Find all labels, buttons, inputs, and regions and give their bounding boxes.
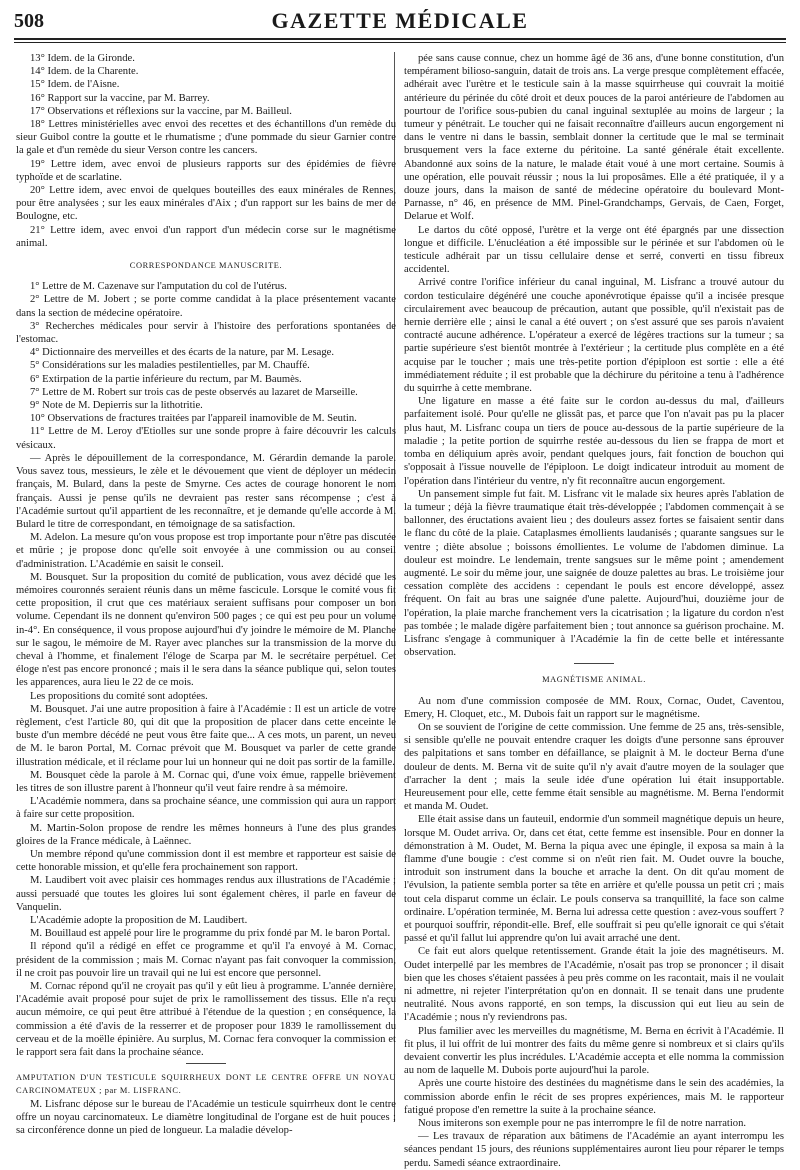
paragraph: Les propositions du comité sont adoptées. — [30, 690, 208, 702]
list-item: 17° Observations et réflexions sur la vaccine, par M. Bailleul. — [30, 105, 292, 117]
paragraph: M. Bouillaud est appelé pour lire le programme du prix fondé par M. le baron Portal. — [30, 928, 391, 940]
list-item: 5° Considérations sur les maladies pestilentielles, par M. Chauffé. — [30, 360, 310, 372]
section-title-correspondance: CORRESPONDANCE MANUSCRITE. — [129, 261, 283, 271]
paragraph: L'Académie nommera, dans sa prochaine séance, une commission qui aura un rapport à faire sur cette proposition. — [16, 796, 396, 821]
paragraph: Une ligature en masse a été faite sur le cordon au-dessus du mal, d'ailleurs parfaitement isolé. Pour qu'elle ne glissât pas, et parce que l'on n'avait pas pu la placer plus haut, M. Lisfranc coupa un tiers de pouce au-dessous de la partie supérieure de la maladie ; la petite portion de squirrhe restée au-dessous du lien se frappa de mort et tomba en déliquium après avoir, pendant quelques jours, fait fonction de bouchon qui s'opposait à l'issue nouvelle de l'épiploon. Le doigt indicateur introduit au moment de l'opération dans l'intérieur du ventre, n'y fit reconnaître aucun engorgement. — [404, 396, 784, 487]
list-item: 13° Idem. de la Gironde. — [30, 53, 135, 64]
list-item: 7° Lettre de M. Robert sur trois cas de peste observés au lazaret de Marseille. — [30, 386, 358, 398]
page-number: 508 — [14, 10, 44, 32]
list-item: 4° Dictionnaire des merveilles et des écarts de la nature, par M. Lesage. — [30, 347, 334, 359]
list-item: 20° Lettre idem, avec envoi de quelques bouteilles des eaux minérales de Rennes, pour être analysées ; sur les eaux minérales d'Aix ; d'un rapport sur les bains de mer de Boulogne, etc. — [16, 185, 396, 223]
list-item: 11° Lettre de M. Leroy d'Etiolles sur une sonde propre à faire découvrir les calculs vésicaux. — [16, 426, 396, 451]
paragraph: Elle était assise dans un fauteuil, endormie d'un sommeil magnétique depuis un heure, lorsque M. Oudet arriva. Or, dans cet état, cette femme est insensible. Pour en donner la démonstration à M. Oudet, M. Berna la piqua avec une épingle, il exposa sa main à la flamme d'une bougie : c'est comme si on n'eût rien fait. M. Oudet ouvre la bouche, introduit son instrument dans la bouche et arrache la dent. On dit qu'au moment de l'évulsion, la patiente sembla porter sa tête en arrière et qu'elle poussa un petit cri ; mais tout cela disparut comme un éclair. Le pouls conserva sa tranquillité, la face son calme ordinaire. L'opération terminée, M. Berna lui adressa cette question : avez-vous souffert ? et pourquoi souffrir, répondit-elle. Bref, elle souffrait si peu qu'elle ignorait ce qui s'était passé et qu'il fallut lui apprendre qu'on lui avait arraché une dent. — [404, 814, 784, 945]
session-minutes — [16, 452, 396, 1059]
header-rule-thin — [14, 42, 786, 43]
paragraph: Un pansement simple fut fait. M. Lisfranc vit le malade six heures après l'ablation de la tumeur ; déjà la fièvre traumatique était très-développée ; l'abdomen commençait à se ballonner, des éructations avaient lieu ; des douleurs assez fortes se faisaient sentir dans le flanc du côté de la plaie. Cataplasmes émollients laudanisés ; quarante sangsues sur le ventre ; diète absolue ; boissons émollientes. Le volume de l'abdomen diminue. La douleur est moindre. Le lendemain, trente sangsues sur le même point ; amendement augmenté. Le soir du même jour, une saignée de douze palettes au bras. Le troisième jour cessation complète des accidens : cependant le pouls est encore développé, assez fréquent. On fait au bras une saignée d'une palette. Aujourd'hui, douzième jour de l'opération, la plaie marche franchement vers la cicatrisation ; la ligature du cordon n'est pas tombée ; le malade digère parfaitement bien ; tout annonce sa guérison prochaine. M. Lisfranc s'engage à communiquer à l'Académie la fin de cette belle et intéressante observation. — [404, 488, 784, 659]
section-title-magnetisme: MAGNÉTISME ANIMAL. — [542, 675, 646, 685]
section-title-amputation: AMPUTATION D'UN TESTICULE SQUIRRHEUX DONT LE CENTRE OFFRE UN NOYAU CARCINOMATEUX ; par M. LISFRANC. — [16, 1073, 396, 1096]
correspondance-list — [16, 280, 396, 452]
list-item: 16° Rapport sur la vaccine, par M. Barrey. — [30, 92, 210, 104]
paragraph: Arrivé contre l'orifice inférieur du canal inguinal, M. Lisfranc a trouvé autour du cordon testiculaire dégénéré une couche aponévrotique épaisse qu'il a incisée presque circulairement avec beaucoup de précaution, autant que possible, qu'il n'existait pas de hernie derrière elle ; ainsi le canal a été ouvert ; on s'est assuré que ses parois n'avaient contracté aucune adhérence. L'opérateur a exercé de légères tractions sur la tumeur ; sa partie supérieure s'est bientôt montrée à l'extérieur ; la certitude plus complète en a été acquise par le toucher ; mais une très-petite portion d'épiploon est sortie : elle a été immédiatement réduite ; il est probable que la déchirure du péritoine a tenu à l'adhérence du squirrhe à cette membrane. — [404, 277, 784, 395]
list-item: 21° Lettre idem, avec envoi d'un rapport d'un médecin corse sur le magnétisme animal. — [16, 224, 396, 249]
list-item: 3° Recherches médicales pour servir à l'histoire des perforations spontanées de l'estomac. — [16, 320, 396, 346]
paragraph: Nous imiterons son exemple pour ne pas interrompre le fil de notre narration. — [418, 1118, 747, 1130]
section-divider — [186, 1063, 226, 1064]
list-item: 2° Lettre de M. Jobert ; se porte comme candidat à la place présentement vacante dans la section de médecine opératoire. — [16, 294, 396, 319]
paragraph: M. Laudibert voit avec plaisir ces hommages rendus aux illustrations de l'Académie ; aussi persuadé que toutes les gloires lui sont également chères, il parle en faveur de Vanquelin. — [16, 875, 396, 913]
list-item: 1° Lettre de M. Cazenave sur l'amputation du col de l'utérus. — [30, 281, 287, 293]
paragraph: M. Adelon. La mesure qu'on vous propose est trop importante pour n'être pas discutée et mûrie ; je propose donc qu'elle soit envoyée à une commission ou au conseil d'administration. L'Académie en saisit le conseil. — [16, 532, 396, 570]
paragraph: Un membre répond qu'une commission dont il est membre et rapporteur est saisie de cette honorable mission, et qu'elle fera prochainement son rapport. — [16, 848, 396, 874]
list-item: 19° Lettre idem, avec envoi de plusieurs rapports sur des épidémies de fièvre typhoïde et de scarlatine. — [16, 158, 396, 183]
paragraph: — Les travaux de réparation aux bâtimens de l'Académie an ayant interrompu les séances pendant 15 jours, des réunions supplémentaires auront lieu pour réparer le temps perdu. Samedi séance extraordinaire. — [404, 1131, 784, 1169]
publication-title: GAZETTE MÉDICALE — [271, 8, 529, 33]
list-item: 9° Note de M. Depierris sur la lithotritie. — [30, 400, 203, 412]
list-item: 10° Observations de fractures traitées par l'appareil inamovible de M. Seutin. — [30, 413, 357, 425]
paragraph: M. Martin-Solon propose de rendre les mêmes honneurs à l'une des plus grandes gloires de la France médicale, à Laënnec. — [16, 822, 396, 847]
list-item: 14° Idem. de la Charente. — [30, 66, 139, 78]
right-column — [404, 52, 784, 1169]
paragraph: On se souvient de l'origine de cette commission. Une femme de 25 ans, très-sensible, si sensible qu'elle ne pouvait entendre craquer les doigts d'une personne sans éprouver des palpitations et sans tomber en défaillance, se plaignit à M. le docteur Berna d'une douleur de dents. M. Berna vit de suite qu'il n'y avait d'autre moyen de la soulager que d'arracher la dent ; mais la seule idée d'une opération lui était insupportable. Heureusement pour elle, cette femme était sensible au magnétisme. M. Berna l'endormit et manda M. Oudet. — [404, 721, 784, 813]
paragraph: — Après le dépouillement de la correspondance, M. Gérardin demande la parole. Vous savez tous, messieurs, le zèle et le dévouement que vient de déployer un médecin français, M. Bulard, dans la peste de Smyrne. Ces actes de courage honorent le nom français. Aussi je pense qu'ils ne devraient pas rester sans récompense ; c'est à l'Académie surtout qu'il appartient de les reconnaître, et je demande qu'elle accorde à M. Bulard le titre de correspondant, en témoignage de sa satisfaction. — [16, 452, 396, 530]
paragraph: L'Académie adopte la proposition de M. Laudibert. — [30, 915, 248, 926]
received-documents-list — [16, 52, 396, 250]
list-item: 6° Extirpation de la partie inférieure du rectum, par M. Baumès. — [30, 373, 302, 385]
paragraph: M. Bousquet. J'ai une autre proposition à faire à l'Académie : Il est un article de votre règlement, c'est l'article 80, qui dit que la proposition de placer dans cette enceinte le buste d'un membre décédé ne peut vous être faite que... A ces mots, un parent, un neveu de M. le baron Portal, M. Cornac prévoit que M. Bousquet va parler de cette grande illustration médicale, et il réclame pour lui un honneur qui ne doit pas sortir de la famille. — [16, 703, 396, 768]
magnetisme-report — [404, 695, 784, 1170]
paragraph: Il répond qu'il a rédigé en effet ce programme et qu'il l'a envoyé à M. Cornac, président de la commission ; mais M. Cornac n'ayant pas fait convoquer la commission, il ne croit pas pouvoir lire un travail qui ne lui est encore que personnel. — [16, 941, 396, 979]
list-item: 18° Lettres ministérielles avec envoi des recettes et des échantillons d'un remède du sieur Guibol contre la goutte et le rhumatisme ; d'une pommade du sieur Garnier contre la gale et d'un remède du sieur Verson contre les cancers. — [16, 119, 396, 157]
left-column — [16, 52, 396, 1137]
header-rule — [14, 38, 786, 40]
amputation-paragraph: M. Lisfranc dépose sur le bureau de l'Académie un testicule squirrheux dont le centre offre un noyau carcinomateux. Le diamètre longitudinal de l'organe est de huit pouces ; sa circonférence donne un pied de longueur. La maladie dévelop- — [16, 1098, 396, 1137]
page-header — [14, 4, 786, 38]
paragraph: Après une courte histoire des destinées du magnétisme dans le sein des académies, la commission aborde enfin le récit de ses propres expériences, mais M. le rapporteur fatigué propose d'en remettre la suite à la prochaine séance. — [404, 1078, 784, 1116]
paragraph: Ce fait eut alors quelque retentissement. Grande était la joie des magnétiseurs. M. Oudet interpellé par les membres de l'Académie, n'osait pas trop se prononcer ; il disait bien que les choses s'étaient passées à peu près comme on les racontait, mais il ne voulait ni admettre, ni rejeter l'interprétation qu'on en donnait. Il se tenait dans une prudente neutralité. Nous avons rapporté, en son temps, la discussion qui eut lieu au sein de l'Académie ; nous n'y reviendrons pas. — [404, 946, 784, 1024]
paragraph: Le dartos du côté opposé, l'urètre et la verge ont été épargnés par une dissection longue et difficile. L'énucléation a été impossible sur le périnée et sur l'abdomen où le testicule adhérait par un tissu cellulaire dense et serré, converti en tissu fibreux accidentel. — [404, 224, 784, 276]
paragraph: pée sans cause connue, chez un homme âgé de 36 ans, d'une bonne constitution, d'un tempérament bilioso-sanguin, datait de trois ans. La verge presque complètement effacée, adhérait avec l'urètre et le testicule sain à la masse squirrheuse qui couvrait la moitié antérieure du périnée du côté droit et deux pouces de la paroi antérieure de l'abdomen au pourtour de l'orifice sous-pubien du canal inguinal sextuplée au moins de largeur ; la tumeur y pénétrait. Le toucher qui ne faisait reconnaître d'ailleurs aucun engorgement ni dans le ventre ni dans le bassin, semblait donner la certitude que le mal se terminait brusquement vers la face externe du péritoine. La santé générale était excellente. Abandonné aux soins de la nature, le malade était voué à une mort certaine. Soumis à une opération, elle pouvait réussir ; nous la lui proposâmes. Elle a été pratiquée, il y a douze jours, dans la maison de santé de médecine opératoire du boulevard Mont-Parnasse, n° 46, en présence de MM. Pinel-Grandchamps, Gervais, de Caen, Forget, Delarue et Wolf. — [404, 53, 784, 223]
list-item: 15° Idem. de l'Aisne. — [30, 79, 120, 91]
paragraph: M. Bousquet. Sur la proposition du comité de publication, vous avez décidé que les mémoires couronnés seraient réunis dans un même fascicule. Lorsque le comité vous fit cette proposition, il crut que ces matériaux seraient suffisans pour composer un bon volume. Cependant ils ne donnent qu'environ 500 pages ; ce qui est peu pour un volume in-4°. En conséquence, il vous propose aujourd'hui d'y joindre le mémoire de M. Planche sur le sagou, le mémoire de M. Rayer avec planches sur la transmission de la morve du cheval à l'homme, et finalement l'éloge de Scarpa par M. le secrétaire perpétuel. Cet éloge n'est pas encore prononcé ; mais il le sera dans la séance publique qui, selon toutes les apparences, aura lieu le 22 de ce mois. — [16, 571, 396, 689]
paragraph: M. Cornac répond qu'il ne croyait pas qu'il y eût lieu à programme. L'année dernière, l'Académie avait proposé pour sujet de prix le ramollissement des tissus. Elle n'a reçu aucun mémoire, ce qui peut être attribué à l'étendue de la question ; en conséquence, la commission a été d'avis de la resserrer et de proposer pour 1839 le ramollissement du cerveau et de la moëlle épinière. Au surplus, M. Cornac fera convoquer la commission et le rapport sera fait dans la prochaine séance. — [16, 981, 396, 1059]
section-divider — [574, 663, 614, 664]
paragraph: M. Bousquet cède la parole à M. Cornac qui, d'une voix émue, rappelle brièvement les titres de son illustre parent à l'honneur qu'il veut faire rendre à sa mémoire. — [16, 769, 396, 794]
paragraph: Plus familier avec les merveilles du magnétisme, M. Berna en écrivit à l'Académie. Il fit plus, il lui offrit de lui montrer des faits du même genre si nombreux et si clairs qu'ils devaient convertir les plus incrédules. L'Académie accepta et elle nomma la commission au nom de laquelle M. Dubois porte aujourd'hui la parole. — [404, 1025, 784, 1077]
amputation-continued — [404, 52, 784, 659]
paragraph: Au nom d'une commission composée de MM. Roux, Cornac, Oudet, Caventou, Emery, H. Cloquet, etc., M. Dubois fait un rapport sur le magnétisme. — [404, 695, 784, 720]
